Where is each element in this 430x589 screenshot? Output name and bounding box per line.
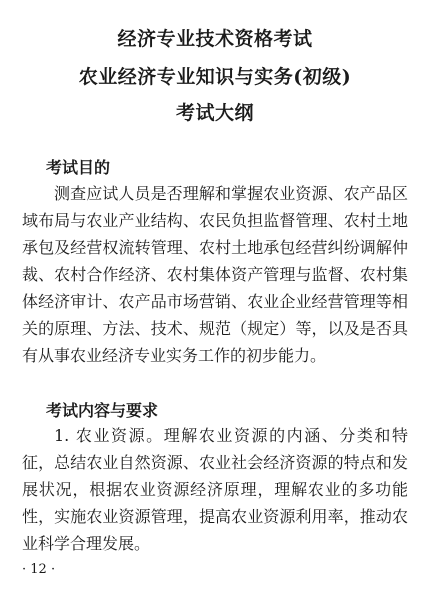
document-title-line-3: 考试大纲 [175, 102, 254, 124]
document-title-line-1: 经济专业技术资格考试 [117, 28, 313, 50]
agricultural-resources-paragraph: 1. 农业资源。理解农业资源的内涵、分类和特征，总结农业自然资源、农业社会经济资源的特点和发展状况，根据农业资源经济原理，理解农业的多功能性，实施农业资源管理，提高农业资源利用率，推动农业科学合理发展。 [22, 426, 408, 553]
section-heading-content-requirements: 考试内容与要求 [46, 401, 159, 420]
document-title-line-2: 农业经济专业知识与实务(初级) [78, 66, 352, 88]
page-number: · 12 · [22, 562, 56, 577]
exam-purpose-paragraph: 测查应试人员是否理解和掌握农业资源、农产品区域布局与农业产业结构、农民负担监督管理、农村土地承包及经营权流转管理、农村土地承包经营纠纷调解仲裁、农村合作经济、农村集体资产管理与监督、农村集体经济审计、农产品市场营销、农业企业经营管理等相关的原理、方法、技术、规范（规定）等，以及是否具有从事农业经济专业实务工作的初步能力。 [22, 184, 408, 365]
section-heading-exam-purpose: 考试目的 [46, 158, 111, 177]
